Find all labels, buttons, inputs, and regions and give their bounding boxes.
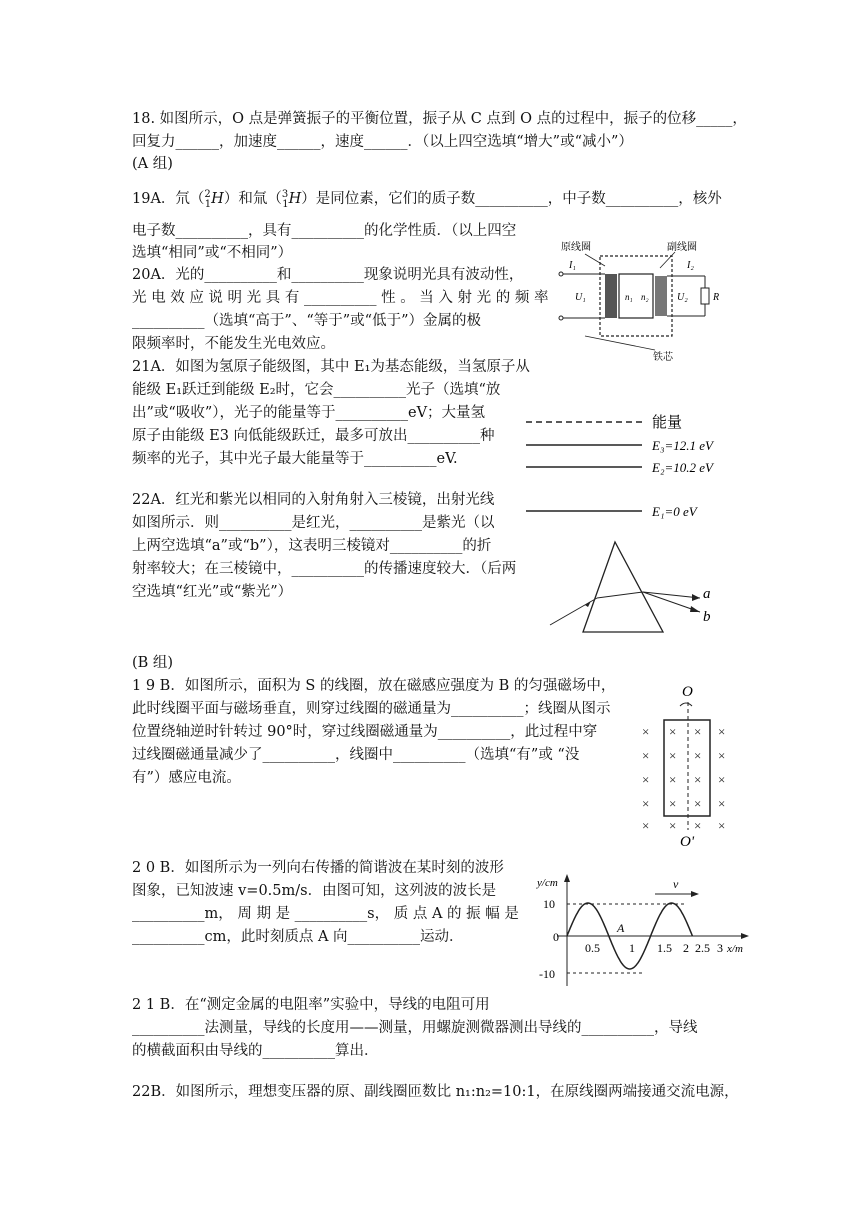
ray-a-label: a xyxy=(703,586,711,602)
q19b-line2: 此时线圈平面与磁场垂直，则穿过线圈的磁通量为__________；线圈从图示 xyxy=(132,701,611,717)
q20a-line2: 光 电 效 应 说 明 光 具 有 __________ 性 。 当 入 射 光 的 频 率 xyxy=(132,290,549,306)
svg-text:×: × xyxy=(642,772,650,787)
svg-text:×: × xyxy=(642,748,650,763)
q18-line2: 回复力______，加速度______，速度______．（以上四空选填“增大”或“减小”） xyxy=(132,134,633,150)
y-tick-0: 0 xyxy=(553,930,559,944)
i1-label: I₁ xyxy=(569,260,576,271)
y-tick-neg10: -10 xyxy=(539,967,555,981)
svg-text:×: × xyxy=(718,796,726,811)
u1-label: U₁ xyxy=(575,292,586,303)
q19b-line3: 位置绕轴逆时针转过 90°时，穿过线圈磁通量为__________，此过程中穿 xyxy=(132,724,598,740)
q21b-line2: __________法测量，导线的长度用——测量，用螺旋测微器测出导线的__________，导线 xyxy=(132,1020,698,1036)
svg-text:×: × xyxy=(718,772,726,787)
q19a-line2: 电子数__________，具有__________的化学性质．（以上四空 xyxy=(132,223,517,239)
q22a-line3: 上两空选填“a”或“b”），这表明三棱镜对__________的折 xyxy=(132,538,492,554)
q21a-line4: 原子由能级 E3 向低能级跃迁，最多可放出__________种 xyxy=(132,428,495,444)
q20a-line4: 限频率时，不能发生光电效应。 xyxy=(132,336,335,352)
y-tick-10: 10 xyxy=(543,897,555,911)
q20b-line2: 图象，已知波速 v=0.5m/s．由图可知，这列波的波长是 xyxy=(132,883,497,899)
svg-text:×: × xyxy=(669,772,677,787)
svg-text:×: × xyxy=(694,796,702,811)
n2-label: n₂ xyxy=(641,292,649,302)
svg-text:×: × xyxy=(669,748,677,763)
transformer-diagram xyxy=(545,238,725,363)
velocity-label: v xyxy=(673,877,679,891)
e2-label: E₂=10.2 eV xyxy=(652,460,713,475)
q22a-line2: 如图所示．则__________是红光，__________是紫光（以 xyxy=(132,515,495,531)
q20b-line3: __________m， 周 期 是 __________s， 质 点 A 的 振 幅 是 xyxy=(132,906,519,922)
resistor-label: R xyxy=(713,292,720,303)
svg-text:×: × xyxy=(642,724,650,739)
q20b-line4: __________cm，此时刻质点 A 向__________运动． xyxy=(132,929,464,945)
q21a-line5: 频率的光子，其中光子最大能量等于__________eV. xyxy=(132,451,458,467)
x-tick-2: 2 xyxy=(683,941,689,955)
prism-diagram xyxy=(545,540,725,635)
secondary-coil-label: 副线圈 xyxy=(667,242,697,253)
q19a-line1: 19A．氘（$^2_1$H）和氚（$^3_1$H）是同位素，它们的质子数__________，中子数__________，核外 xyxy=(132,189,722,210)
svg-text:×: × xyxy=(718,748,726,763)
ray-b-label: b xyxy=(703,609,711,625)
group-b-heading: (B 组) xyxy=(132,655,174,671)
q22b-line1: 22B．如图所示，理想变压器的原、副线圈匝数比 n₁:n₂=10:1，在原线圈两端接通交流电源， xyxy=(132,1084,739,1100)
y-axis-label: y/cm xyxy=(537,877,558,889)
coil-in-field-diagram xyxy=(630,680,730,850)
q21a-line2: 能级 E₁跃迁到能级 E₂时，它会__________光子（选填“放 xyxy=(132,382,501,398)
x-tick-0.5: 0.5 xyxy=(585,941,600,955)
svg-text:×: × xyxy=(642,818,650,833)
x-tick-1: 1 xyxy=(629,941,635,955)
q21a-line1: 21A．如图为氢原子能级图，其中 E₁为基态能级，当氢原子从 xyxy=(132,359,530,375)
q20a-line1: 20A．光的__________和__________现象说明光具有波动性， xyxy=(132,267,524,283)
svg-text:×: × xyxy=(669,724,677,739)
core-label: 铁芯 xyxy=(653,352,673,363)
svg-text:×: × xyxy=(669,818,677,833)
axis-o-top: O xyxy=(682,684,693,700)
primary-coil-label: 原线圈 xyxy=(561,242,591,253)
svg-text:×: × xyxy=(718,818,726,833)
x-tick-1.5: 1.5 xyxy=(657,941,672,955)
q19b-line5: 有”）感应电流。 xyxy=(132,770,241,786)
x-axis-label: x/m xyxy=(727,943,743,955)
q20a-line3: __________（选填“高于”、“等于”或“低于”）金属的极 xyxy=(132,313,481,329)
q19b-line4: 过线圈磁通量减少了__________，线圈中__________（选填“有”或 “没 xyxy=(132,747,580,763)
q22a-line1: 22A．红光和紫光以相同的入射角射入三棱镜，出射光线 xyxy=(132,492,495,508)
q21b-line1: 2 1 B．在“测定金属的电阻率”实验中，导线的电阻可用 xyxy=(132,997,490,1013)
q21a-line3: 出”或“吸收”），光子的能量等于__________eV；大量氢 xyxy=(132,405,486,421)
svg-text:×: × xyxy=(694,748,702,763)
q18-line1: 18. 如图所示，O 点是弹簧振子的平衡位置，振子从 C 点到 O 点的过程中，振子的位移_____， xyxy=(132,111,747,127)
point-a-label: A xyxy=(617,921,625,935)
q22a-line5: 空选填“红光”或“紫光”） xyxy=(132,584,293,600)
i2-label: I₂ xyxy=(687,260,694,271)
axis-o-bottom: O' xyxy=(680,834,695,850)
x-tick-3: 3 xyxy=(717,941,723,955)
e1-label: E₁=0 eV xyxy=(652,504,697,519)
e3-label: E₃=12.1 eV xyxy=(652,438,713,453)
svg-text:×: × xyxy=(669,796,677,811)
svg-text:×: × xyxy=(642,796,650,811)
u2-label: U₂ xyxy=(677,292,688,303)
svg-text:×: × xyxy=(694,818,702,833)
wave-graph xyxy=(535,872,760,990)
n1-label: n₁ xyxy=(625,292,633,302)
q20b-line1: 2 0 B．如图所示为一列向右传播的简谐波在某时刻的波形 xyxy=(132,860,504,876)
energy-title: 能量 xyxy=(652,415,683,431)
group-a-heading: (A 组) xyxy=(132,156,173,172)
q21b-line3: 的横截面积由导线的__________算出． xyxy=(132,1043,379,1059)
x-tick-2.5: 2.5 xyxy=(695,941,710,955)
energy-level-diagram xyxy=(522,408,742,520)
svg-text:×: × xyxy=(718,724,726,739)
svg-text:×: × xyxy=(694,772,702,787)
q19b-line1: 1 9 B．如图所示，面积为 S 的线圈，放在磁感应强度为 B 的匀强磁场中， xyxy=(132,678,616,694)
q19a-line3: 选填“相同”或“不相同”） xyxy=(132,245,293,261)
deuterium-symbol: $^2_1$H xyxy=(204,189,224,210)
svg-text:×: × xyxy=(694,724,702,739)
q22a-line4: 射率较大；在三棱镜中，__________的传播速度较大．（后两 xyxy=(132,561,517,577)
tritium-symbol: $^3_1$H xyxy=(281,189,302,210)
